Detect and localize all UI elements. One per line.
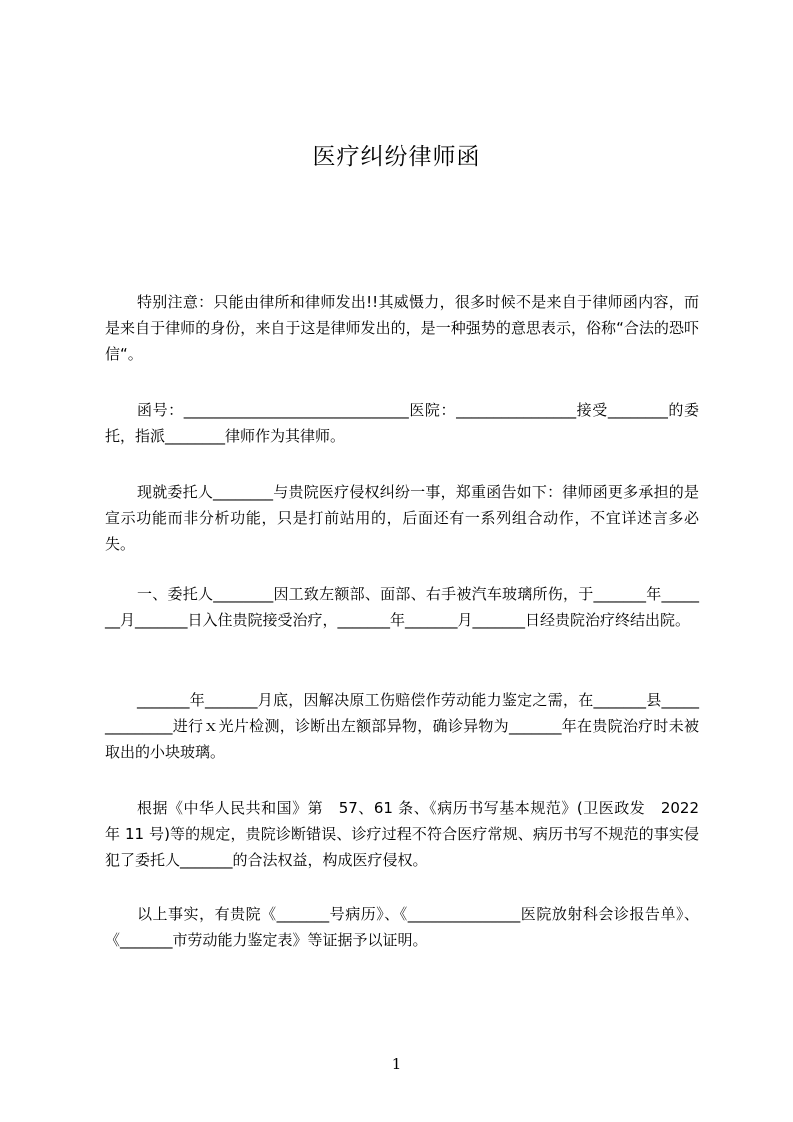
- paragraph-letter-number: 函号：______________________________医院：________________接受________的委托，指派________律师作为其律师。: [105, 401, 699, 445]
- paragraph-special-note: 特别注意：只能由律所和律师发出!!其威慑力，很多时候不是来自于律师函内容，而是来自于律师的身份，来自于这是律师发出的，是一种强势的意思表示，俗称“合法的恐吓信“。: [105, 293, 699, 363]
- page-number: 1: [391, 1055, 402, 1073]
- paragraph-notice: 现就委托人________与贵院医疗侵权纠纷一事，郑重函告如下：律师函更多承担的是宣示功能而非分析功能，只是打前站用的，后面还有一系列组合动作，不宜详述言多必失。: [105, 483, 699, 553]
- paragraph-xray-finding: _______年_______月底，因解决原工伤赔偿作劳动能力鉴定之需，在_______县______________进行ｘ光片检测，诊断出左额部异物，确诊异物为_______年在贵院治疗时未被取出的小块玻璃。: [105, 691, 699, 761]
- document-title: 医疗纠纷律师函: [312, 144, 481, 170]
- paragraph-evidence: 以上事实，有贵院《_______号病历》、《_______________医院放射科会诊报告单》、《_______市劳动能力鉴定表》等证据予以证明。: [105, 905, 699, 949]
- paragraph-fact-one: 一、委托人________因工致左额部、面部、右手被汽车玻璃所伤，于_______年_______月_______日入住贵院接受治疗，_______年_______月_______日经贵院治疗终结出院。: [105, 585, 699, 629]
- paragraph-legal-basis: 根据《中华人民共和国》第 57、61 条、《病历书写基本规范》(卫医政发 2022 年 11 号)等的规定，贵院诊断错误、诊疗过程不符合医疗常规、病历书写不规范的事实侵犯了委托人_______的合法权益，构成医疗侵权。: [105, 799, 699, 869]
